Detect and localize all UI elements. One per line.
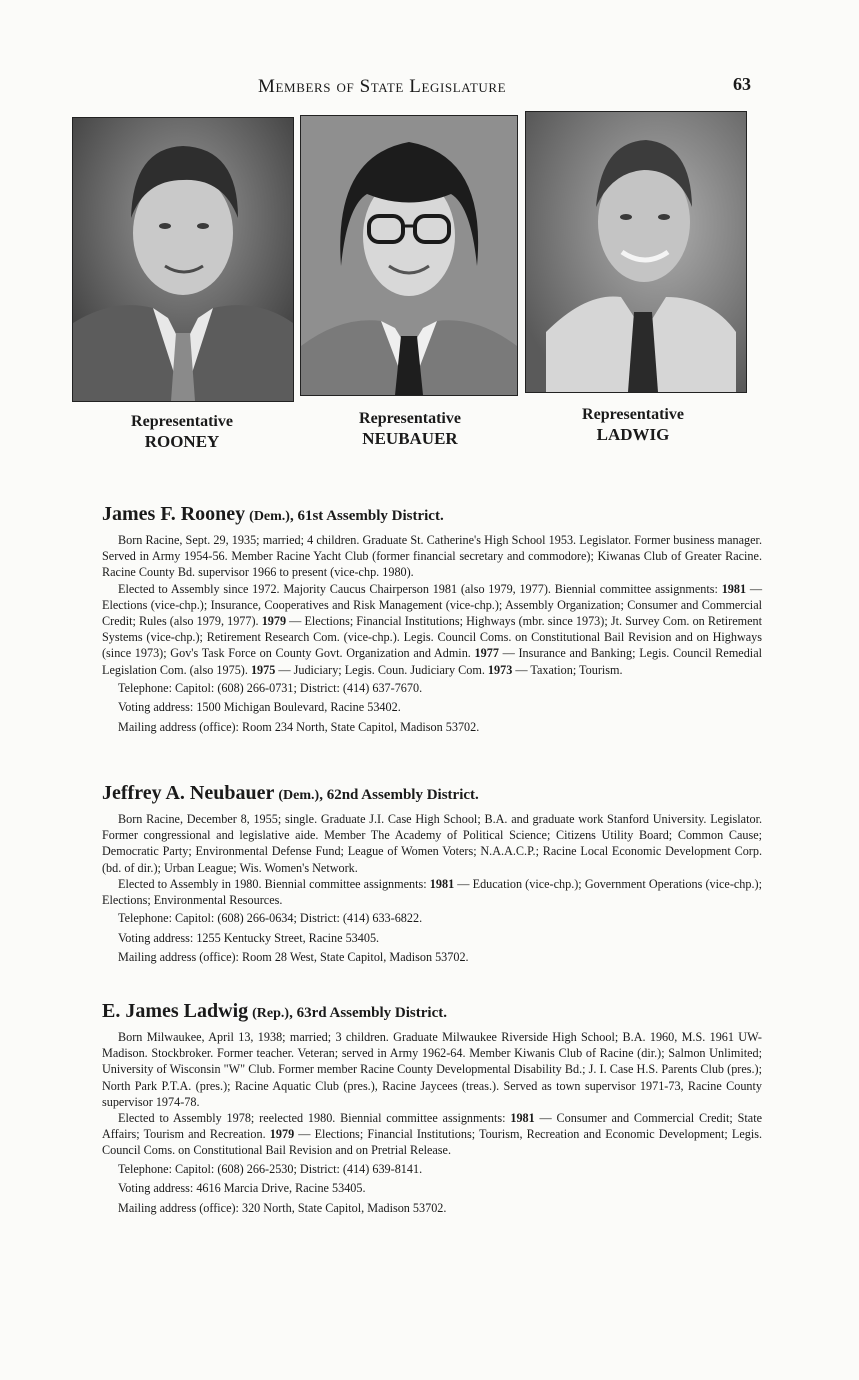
service-paragraph [102,1110,762,1159]
running-head [0,74,859,100]
caption-role: Representative [131,413,233,430]
legislator-name: Jeffrey A. Neubauer [102,782,275,804]
service-paragraph [102,876,762,908]
service-text: — Elections; Financial Institutions; Highways (mbr. since 1973); Jt. Survey Com. on Retirement Systems (vice-chp.); Retirement Research Com. (vice-chp.). Legis. Council Coms. on Constitutional Bail Revision and on Highways (since 1973); Gov's Task Force on County Govt. Organization and Admin. [102,614,763,661]
entry-heading [102,998,762,1027]
session-year: 1977 [474,646,499,661]
telephone-line: Telephone: Capitol: (608) 266-0634; District: (414) 633-6822. [118,911,423,926]
party-affiliation: (Rep.) [252,1006,290,1021]
voting-address-line: Voting address: 1255 Kentucky Street, Racine 53405. [118,930,380,945]
assembly-district: , 61st Assembly District. [289,508,444,524]
assembly-district: , 63rd Assembly District. [289,1005,447,1021]
portrait-photo-neubauer [300,115,518,396]
party-affiliation: (Dem.) [278,788,320,803]
portrait-caption-rooney [72,412,292,452]
session-year: 1979 [269,1127,295,1142]
entry-heading [102,501,762,530]
session-year: 1981 [510,1111,535,1126]
telephone-line: Telephone: Capitol: (608) 266-0731; District: (414) 637-7670. [118,680,423,695]
legislator-entry-neubauer [102,780,762,967]
service-text: — Elections; Financial Institutions; Tourism, Recreation and Economic Development; Legis. Council Coms. on Constitutional Bail Revision and on Pretrial Release. [102,1127,762,1158]
caption-surname: ROONEY [144,432,220,451]
biography-paragraph: Born Racine, Sept. 29, 1935; married; 4 children. Graduate St. Catherine's High School 1953. Legislator. Former business manager. Served in Army 1954-56. Member Racine Yacht Club (former financial secretary and commodore); Kiwanas Club of Greater Racine. Racine County Bd. supervisor 1966 to present (vice-chp. 1980). [102,533,762,580]
page-title: Members of State Legislature [258,76,507,97]
mailing-address-line: Mailing address (office): Room 28 West, State Capitol, Madison 53702. [118,950,469,965]
entry-heading [102,780,762,809]
legislator-entry-rooney [102,501,762,736]
service-text: — Judiciary; Legis. Coun. Judiciary Com. [275,662,488,677]
party-affiliation: (Dem.) [249,509,290,524]
service-text: Elected to Assembly 1978; reelected 1980. Biennial committee assignments: [118,1111,511,1126]
caption-surname: NEUBAUER [362,429,458,448]
portrait-photo-rooney [72,117,294,402]
portrait-caption-neubauer [300,409,520,449]
voting-address-line: Voting address: 1500 Michigan Boulevard, Racine 53402. [118,700,401,715]
biography-paragraph: Born Racine, December 8, 1955; single. Graduate J.I. Case High School; B.A. and graduate work Stanford University. Legislator. Former congressional and legislative aide. Member The Academy of Political Science; Citizens Utility Board; Common Cause; Democratic Party; Environmental Defense Fund; League of Women Voters; N.A.A.C.P.; Racine Local Economic Development Corp. (bd. of dir.); Urban League; Wis. Women's Network. [102,812,762,875]
voting-address-line: Voting address: 4616 Marcia Drive, Racine 53405. [118,1181,366,1196]
assembly-district: , 62nd Assembly District. [319,787,479,803]
portrait-caption-ladwig [523,405,743,445]
service-text: — Consumer and Commercial Credit; State Affairs; Tourism and Recreation. [102,1111,762,1142]
caption-role: Representative [359,410,461,427]
legislator-name: E. James Ladwig [102,1000,249,1022]
service-text: — Insurance and Banking; Legis. Council Remedial Legislation Com. (also 1975). [102,646,762,677]
session-year: 1973 [487,662,513,677]
session-year: 1981 [429,876,455,891]
service-text: — Elections (vice-chp.); Insurance, Cooperatives and Risk Management (vice-chp.); Assembly Organization; Consumer and Commercial Credit; Rules (also 1979, 1977). [102,581,763,629]
caption-surname: LADWIG [596,425,670,444]
legislator-name: James F. Rooney [102,503,246,525]
service-text: Elected to Assembly in 1980. Biennial committee assignments: [118,876,430,891]
telephone-line: Telephone: Capitol: (608) 266-2530; District: (414) 639-8141. [118,1161,423,1176]
session-year: 1981 [721,581,747,596]
biography-paragraph: Born Milwaukee, April 13, 1938; married; 3 children. Graduate Milwaukee Riverside High School; B.A. 1960, M.S. 1961 UW-Madison. Stockbroker. Former teacher. Veteran; served in Army 1962-64. Member Kiwanis Club of Racine (dir.); Salmon Unlimited; University of Wisconsin "W" Club. Former member Racine County Developmental Disability Bd.; J. I. Case H.S. Parents Club (pres.); North Park P.T.A. (pres.); Racine Aquatic Club (pres.), Racine Jaycees (treas.). Served as town supervisor 1971-73, Racine County supervisor 1974-78. [102,1030,762,1109]
legislator-entry-ladwig [102,998,762,1217]
session-year: 1979 [261,614,287,629]
service-paragraph [102,581,762,678]
page-number: 63 [733,74,751,94]
portrait-photo-ladwig [525,111,747,393]
service-text: Elected to Assembly since 1972. Majority Caucus Chairperson 1981 (also 1979, 1977). Biennial committee assignments: [118,581,722,596]
caption-role: Representative [582,406,684,423]
session-year: 1975 [250,662,276,677]
mailing-address-line: Mailing address (office): 320 North, State Capitol, Madison 53702. [118,1200,447,1215]
service-text: — Taxation; Tourism. [512,662,623,677]
mailing-address-line: Mailing address (office): Room 234 North, State Capitol, Madison 53702. [118,719,480,734]
service-text: — Education (vice-chp.); Government Operations (vice-chp.); Elections; Environmental Resources. [102,876,762,908]
